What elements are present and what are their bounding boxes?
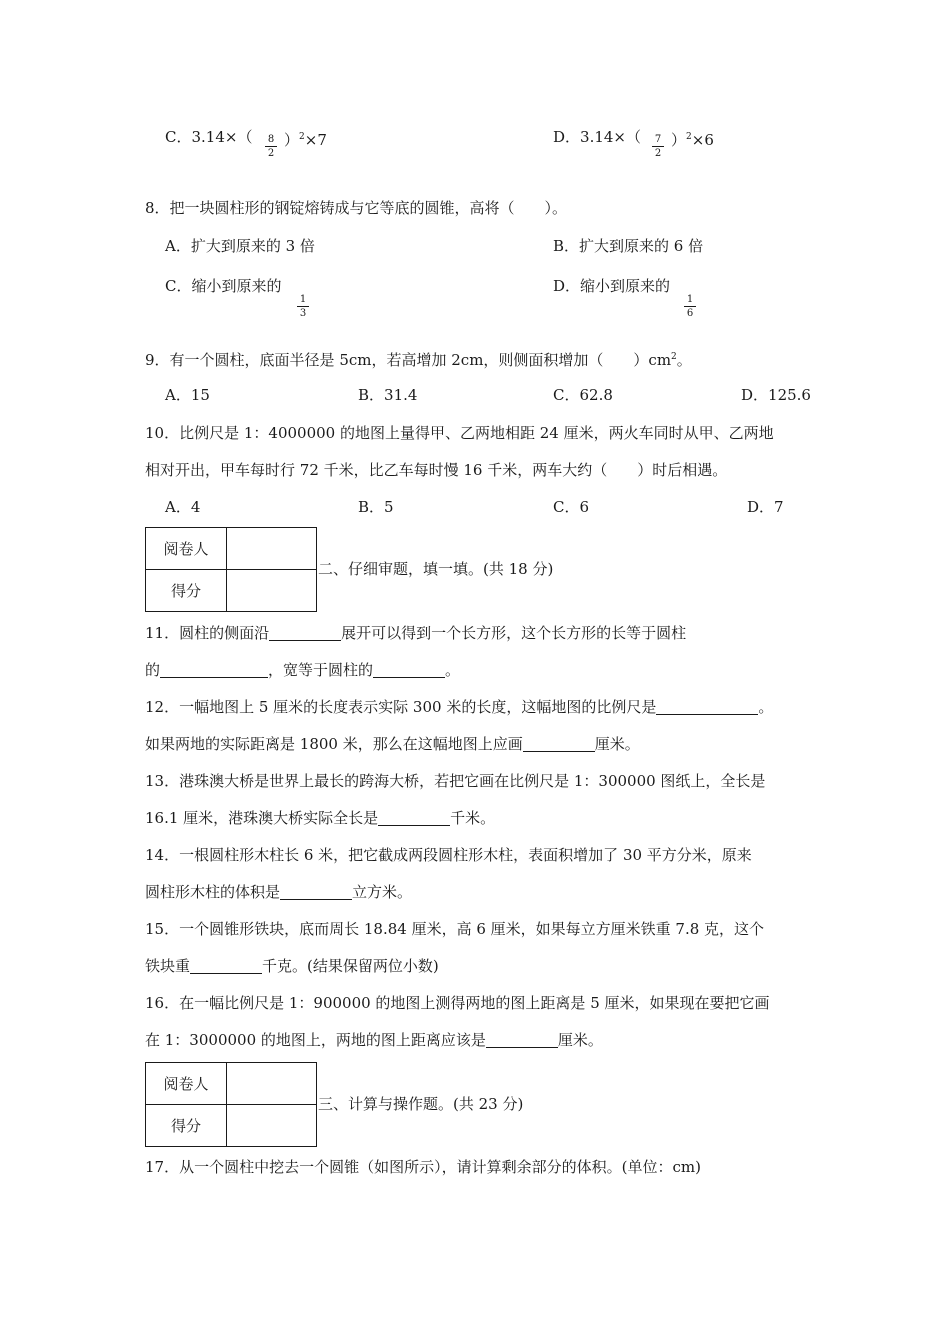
q10-line-1: 10．比例尺是 1：4000000 的地图上量得甲、乙两地相距 24 厘米，两火车同时从甲、乙两地: [145, 424, 774, 442]
q12-line-2: 如果两地的实际距离是 1800 米，那么在这幅地图上应画 厘米。: [145, 735, 640, 753]
q14-line-2: 圆柱形木柱的体积是 立方米。: [145, 883, 413, 901]
q7-option-c: C．3.14×（: [165, 128, 253, 146]
reviewer-label: 阅卷人: [146, 528, 227, 570]
q7-option-d-fraction: 7 2: [651, 134, 665, 159]
grader-box-section-3: [145, 1062, 317, 1147]
q10-option-b: B．5: [358, 498, 394, 516]
score-label: 得分: [146, 570, 227, 612]
reviewer-label: 阅卷人: [146, 1063, 227, 1105]
q9-option-b: B．31.4: [358, 386, 418, 404]
q8-option-c-fraction: 1 3: [296, 294, 310, 319]
q12-blank-1[interactable]: [656, 698, 758, 715]
q10-option-d: D．7: [747, 498, 784, 516]
q15-line-2: 铁块重 千克。(结果保留两位小数): [145, 957, 439, 975]
q16-line-2: 在 1：3000000 的地图上，两地的图上距离应该是 厘米。: [145, 1031, 603, 1049]
q15-line-1: 15．一个圆锥形铁块，底而周长 18.84 厘米，高 6 厘米，如果每立方厘米铁重 7.8 克，这个: [145, 920, 765, 938]
q11-line-1: 11．圆柱的侧面沿 展开可以得到一个长方形，这个长方形的长等于圆柱: [145, 624, 687, 642]
q10-line-2: 相对开出，甲车每时行 72 千米，比乙车每时慢 16 千米，两车大约（ ）时后相遇。: [145, 461, 728, 479]
q11-blank-1[interactable]: [269, 624, 341, 641]
q11-line-2: 的 ，宽等于圆柱的 。: [145, 661, 461, 679]
score-label: 得分: [146, 1105, 227, 1147]
q9-option-d: D．125.6: [741, 386, 811, 404]
score-field[interactable]: [227, 570, 317, 612]
section-3-title: 三、计算与操作题。(共 23 分): [318, 1095, 524, 1113]
q14-blank[interactable]: [280, 883, 352, 900]
reviewer-field[interactable]: [227, 1063, 317, 1105]
q14-line-1: 14．一根圆柱形木柱长 6 米，把它截成两段圆柱形木柱，表面积增加了 30 平方分米，原来: [145, 846, 752, 864]
reviewer-field[interactable]: [227, 528, 317, 570]
q13-line-1: 13．港珠澳大桥是世界上最长的跨海大桥，若把它画在比例尺是 1：300000 图纸上，全长是: [145, 772, 766, 790]
grader-box-section-2: [145, 527, 317, 612]
q8-option-c: C．缩小到原来的: [165, 277, 282, 295]
q8-option-d: D．缩小到原来的: [553, 277, 671, 295]
q8-option-b: B．扩大到原来的 6 倍: [553, 237, 704, 255]
q9-stem: 9．有一个圆柱，底面半径是 5cm，若高增加 2cm，则侧面积增加（ ）$cm^2$。: [145, 351, 692, 369]
q10-option-a: A．4: [165, 498, 201, 516]
q8-option-d-fraction: 1 6: [683, 294, 697, 319]
q9-option-c: C．62.8: [553, 386, 613, 404]
q11-blank-3[interactable]: [373, 661, 445, 678]
q15-blank[interactable]: [190, 957, 262, 974]
q7-option-d: D．3.14×（: [553, 128, 641, 146]
q16-line-1: 16．在一幅比例尺是 1：900000 的地图上测得两地的图上距离是 5 厘米，如果现在要把它画: [145, 994, 770, 1012]
q9-option-a: A．15: [165, 386, 210, 404]
score-field[interactable]: [227, 1105, 317, 1147]
q12-line-1: 12．一幅地图上 5 厘米的长度表示实际 300 米的长度，这幅地图的比例尺是 。: [145, 698, 774, 716]
q13-line-2: 16.1 厘米，港珠澳大桥实际全长是 千米。: [145, 809, 496, 827]
q16-blank[interactable]: [486, 1031, 558, 1048]
q8-stem: 8．把一块圆柱形的钢锭熔铸成与它等底的圆锥，高将（ ）。: [145, 199, 568, 217]
section-2-title: 二、仔细审题，填一填。(共 18 分): [318, 560, 554, 578]
q10-option-c: C．6: [553, 498, 590, 516]
q12-blank-2[interactable]: [523, 735, 595, 752]
q7-option-c-tail: ）$^2$×7: [284, 131, 327, 149]
q13-blank[interactable]: [378, 809, 450, 826]
q17-stem: 17．从一个圆柱中挖去一个圆锥（如图所示），请计算剩余部分的体积。(单位：cm): [145, 1158, 701, 1176]
q7-option-d-tail: ）$^2$×6: [671, 131, 714, 149]
q11-blank-2[interactable]: [160, 661, 268, 678]
q8-option-a: A．扩大到原来的 3 倍: [165, 237, 315, 255]
q7-option-c-fraction: 8 2: [264, 134, 278, 159]
